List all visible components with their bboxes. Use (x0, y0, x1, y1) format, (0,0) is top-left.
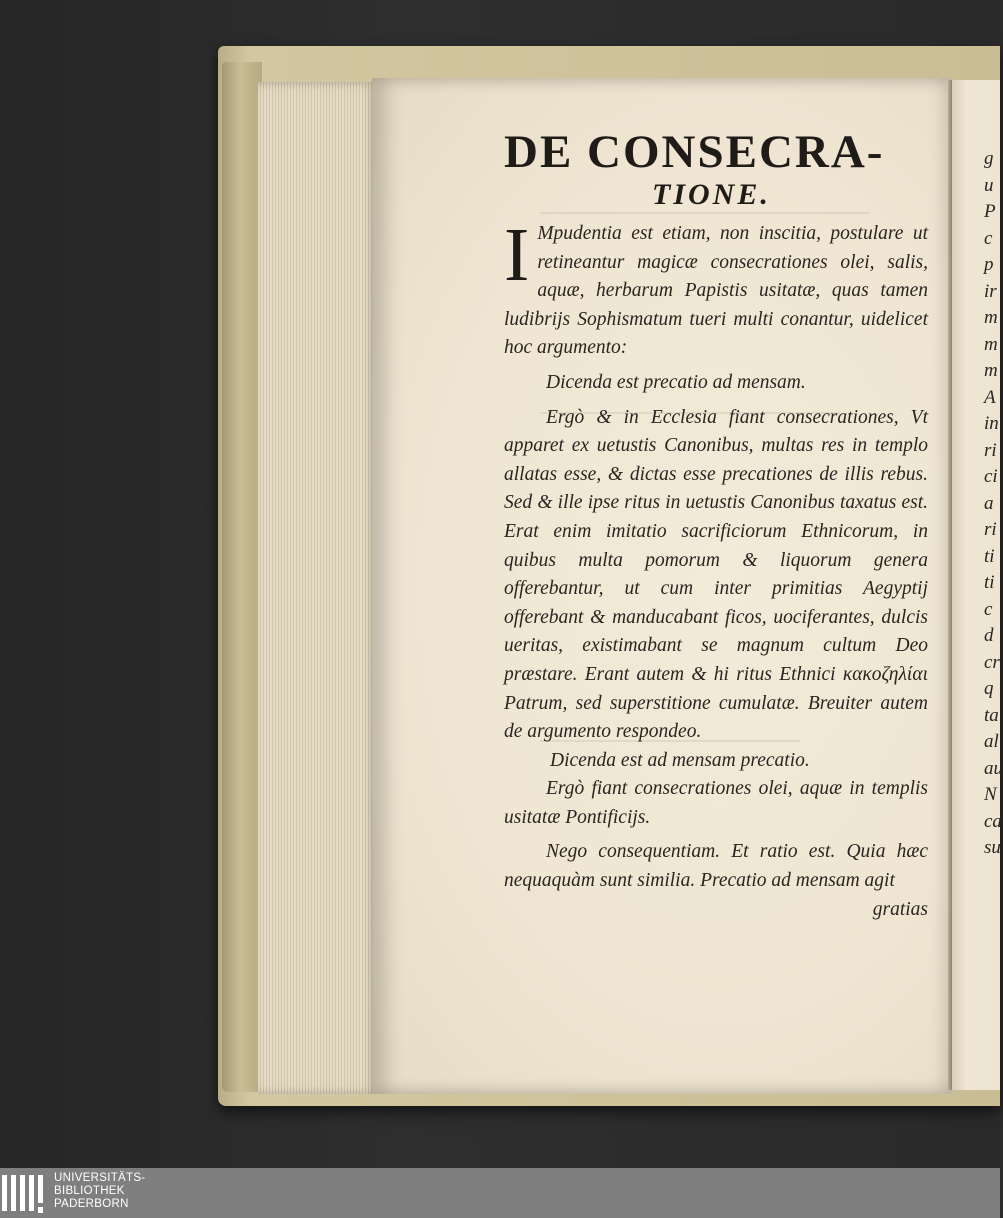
facing-page-line: ci (984, 466, 998, 487)
facing-page-line: A (984, 386, 996, 408)
chapter-subheading: TIONE. (652, 178, 771, 211)
facing-page-line: u (984, 174, 994, 196)
facing-page-line: au (984, 757, 1003, 779)
paragraph-1 (504, 213, 928, 363)
facing-page-line: c (984, 227, 993, 249)
facing-page-line: cr (984, 651, 1000, 673)
facing-page-line: ti (984, 572, 995, 593)
chapter-heading: DE CONSECRA- (504, 126, 885, 178)
facing-page-line: ri (984, 519, 997, 540)
catchword: gratias (872, 898, 928, 920)
facing-page-line: ta (984, 704, 999, 726)
drop-capital: I (504, 213, 530, 297)
paragraph-2: Dicenda est precatio ad mensam. (546, 371, 806, 393)
facing-page-line: ca (984, 810, 1002, 832)
footer-bar (0, 1168, 1000, 1218)
library-logo-icon (2, 1171, 46, 1215)
facing-page-line: p (984, 254, 994, 275)
page-edges (258, 82, 378, 1094)
library-logo-text (54, 1172, 145, 1211)
facing-page-line: N (984, 784, 997, 805)
facing-page-line: P (984, 201, 996, 222)
paragraph-4: Dicenda est ad mensam precatio. (550, 749, 810, 771)
facing-page-line: m (984, 360, 998, 381)
facing-page-line: m (984, 333, 998, 355)
facing-page-line: al (984, 731, 999, 752)
facing-page-line: a (984, 492, 994, 514)
logo-line-3: PADERBORN (54, 1198, 129, 1210)
facing-page-line: g (984, 148, 994, 169)
page-text (504, 126, 928, 924)
logo-line-2: BIBLIOTHEK (54, 1185, 125, 1197)
facing-page-line: m (984, 307, 998, 328)
paragraph-text: Mpudentia est etiam, non inscitia, postulare ut retineantur magicæ consecrationes olei, salis, aquæ, herbarum Papistis usitatæ, quas tamen ludibrijs Sophismatum tueri multi conantur, uidelicet hoc argumento: (504, 223, 928, 359)
paragraph-6: Nego consequentiam. Et ratio est. Quia hæc nequaquàm sunt similia. Precatio ad mensam agit (504, 841, 928, 892)
facing-page-line: ri (984, 439, 997, 461)
book-spine (222, 62, 262, 1092)
facing-page-line: ir (984, 280, 997, 302)
logo-line-1: UNIVERSITÄTS- (54, 1172, 146, 1184)
facing-page-line: q (984, 678, 994, 699)
paragraph-3: Ergò & in Ecclesia fiant consecrationes, Vt apparet ex uetustis Canonibus, multas res in templo allatas esse, & dictas esse precationes de illis rebus. Sed & ille ipse ritus in uetustis Canonibus taxatus est. Erat enim imitatio sacrificiorum Ethnicorum, in quibus multa pomorum & liquorum genera offerebantur, ut cum inter primitias Aegyptij offerebant & manducabant ficos, uociferantes, dulcis ueritas, existimabant se magnum cultum Deo præstare. Erant autem & hi ritus Ethnici κακοζηλίαι Patrum, sed superstitione cumulatæ. Breuiter autem de argumento respondeo. (504, 406, 928, 743)
facing-page-line: c (984, 598, 993, 620)
facing-page-line: d (984, 625, 994, 646)
paragraph-5: Ergò fiant consecrationes olei, aquæ in templis usitatæ Pontificijs. (504, 778, 928, 828)
facing-page-line: ti (984, 545, 995, 567)
facing-page-line: su (984, 837, 1001, 858)
facing-page-line: in (984, 413, 999, 434)
